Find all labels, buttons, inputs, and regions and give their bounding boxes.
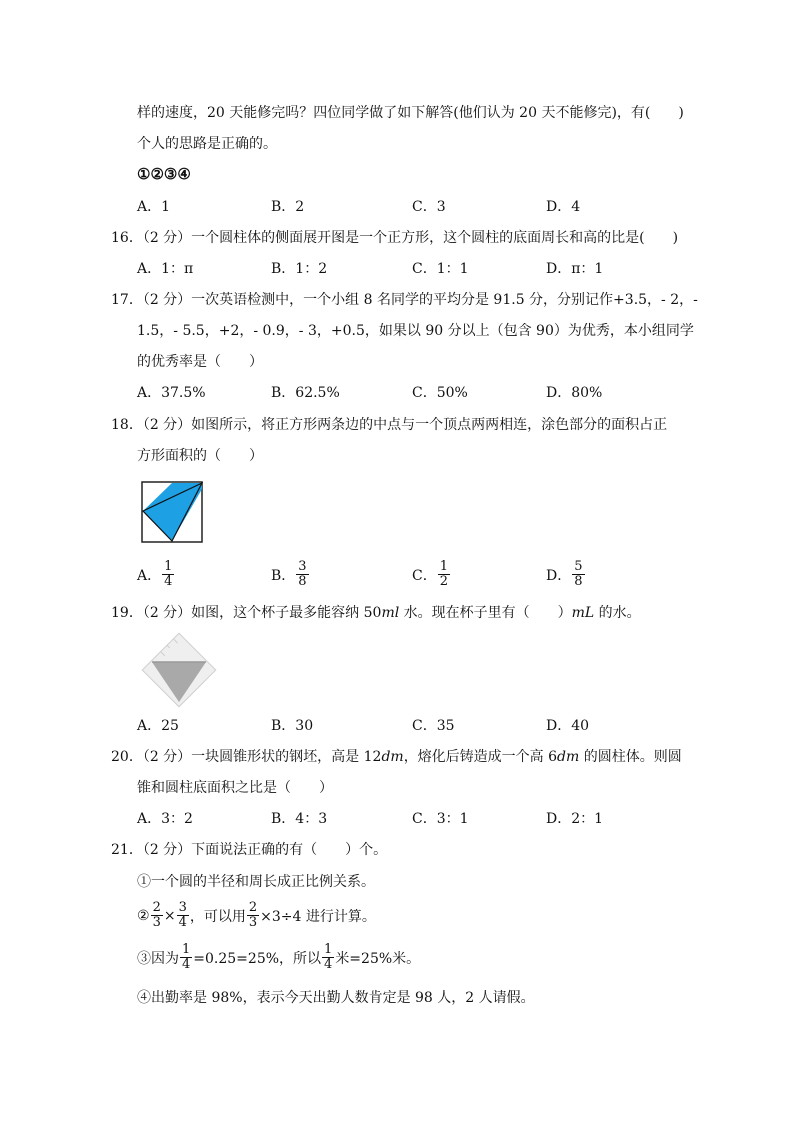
q17-option-c[interactable]: C．50% [412, 385, 468, 401]
q15-line2: 个人的思路是正确的。 [137, 136, 277, 152]
q18-option-b[interactable] [271, 560, 310, 589]
q18-option-c-fraction: $\frac{1}{2}$ [439, 559, 448, 589]
q20-option-a[interactable]: A．3：2 [137, 811, 193, 827]
q20-line1: 20．（2 分）一块圆锥形状的钢坯，高是 12dm，熔化后铸造成一个高 6dm 的圆柱体。则圆 [111, 749, 682, 765]
q19-option-a[interactable]: A．25 [137, 718, 179, 734]
q15-option-c[interactable]: C．3 [412, 199, 446, 215]
q18-option-c[interactable] [412, 560, 451, 589]
q17-line1: 17．（2 分）一次英语检测中，一个小组 8 名同学的平均分是 91.5 分，分别记作+3.5，- 2，- [111, 292, 698, 308]
q15-circled-marks: ①②③④ [137, 165, 191, 183]
q17-option-b[interactable]: B．62.5% [271, 385, 340, 401]
q19-option-b[interactable]: B．30 [271, 718, 314, 734]
q21-statement-3: ③因为 $\frac{1}{4}$ =0.25=25%，所以 $\frac{1}{4}$ 米=25%米。 [137, 942, 421, 972]
q18-option-d-letter: D． [546, 567, 572, 584]
q16-option-a[interactable]: A．1：π [137, 261, 194, 277]
square-figure [141, 481, 203, 543]
q18-option-a[interactable] [137, 560, 175, 589]
cup-figure [141, 632, 217, 708]
q16-stem: 16．（2 分）一个圆柱体的侧面展开图是一个正方形，这个圆柱的底面周长和高的比是( ) [111, 230, 679, 246]
q17-option-d[interactable]: D．80% [546, 385, 603, 401]
q20-line2: 锥和圆柱底面积之比是（ ） [137, 780, 333, 796]
q20-option-d[interactable]: D．2：1 [546, 811, 604, 827]
q18-option-a-fraction: $\frac{1}{4}$ [164, 559, 173, 589]
q21-stem: 21．（2 分）下面说法正确的有（ ）个。 [111, 842, 388, 858]
q20-option-b[interactable]: B．4：3 [271, 811, 328, 827]
q15-option-d[interactable]: D．4 [546, 199, 581, 215]
q21-statement-1: ①一个圆的半径和周长成正比例关系。 [137, 874, 375, 890]
q16-option-b[interactable]: B．1：2 [271, 261, 328, 277]
q19-option-c[interactable]: C．35 [412, 718, 455, 734]
q17-option-a[interactable]: A．37.5% [137, 385, 206, 401]
q18-option-d-fraction: $\frac{5}{8}$ [574, 559, 583, 589]
q16-option-d[interactable]: D．π：1 [546, 261, 604, 277]
q18-option-b-fraction: $\frac{3}{8}$ [298, 559, 307, 589]
q19-stem: 19．（2 分）如图，这个杯子最多能容纳 50ml 水。现在杯子里有（ ）mL 的水。 [111, 605, 641, 621]
q16-option-c[interactable]: C．1：1 [412, 261, 469, 277]
q17-line3: 的优秀率是（ ） [137, 354, 263, 370]
q18-option-d[interactable] [546, 560, 586, 589]
q15-option-b[interactable]: B．2 [271, 199, 305, 215]
q21-statement-4: ④出勤率是 98%，表示今天出勤人数肯定是 98 人，2 人请假。 [137, 990, 535, 1006]
q18-option-b-letter: B． [271, 567, 296, 584]
q15-line1: 样的速度，20 天能修完吗？四位同学做了如下解答(他们认为 20 天不能修完)，有( ) [137, 105, 684, 121]
q18-line2: 方形面积的（ ） [137, 448, 263, 464]
q18-option-c-letter: C． [412, 567, 437, 584]
q18-option-a-letter: A． [137, 567, 162, 584]
q21-statement-2: ② $\frac{2}{3}$ × $\frac{3}{4}$ ，可以用 $\frac{2}{3}$ ×3÷4 进行计算。 [137, 900, 376, 930]
q20-option-c[interactable]: C．3：1 [412, 811, 469, 827]
q19-option-d[interactable]: D．40 [546, 718, 590, 734]
q15-option-a[interactable]: A．1 [137, 199, 171, 215]
q18-line1: 18．（2 分）如图所示，将正方形两条边的中点与一个顶点两两相连，涂色部分的面积占正 [111, 417, 668, 433]
q17-line2: 1.5，- 5.5，+2，- 0.9，- 3，+0.5，如果以 90 分以上（包含 90）为优秀，本小组同学 [137, 323, 694, 339]
